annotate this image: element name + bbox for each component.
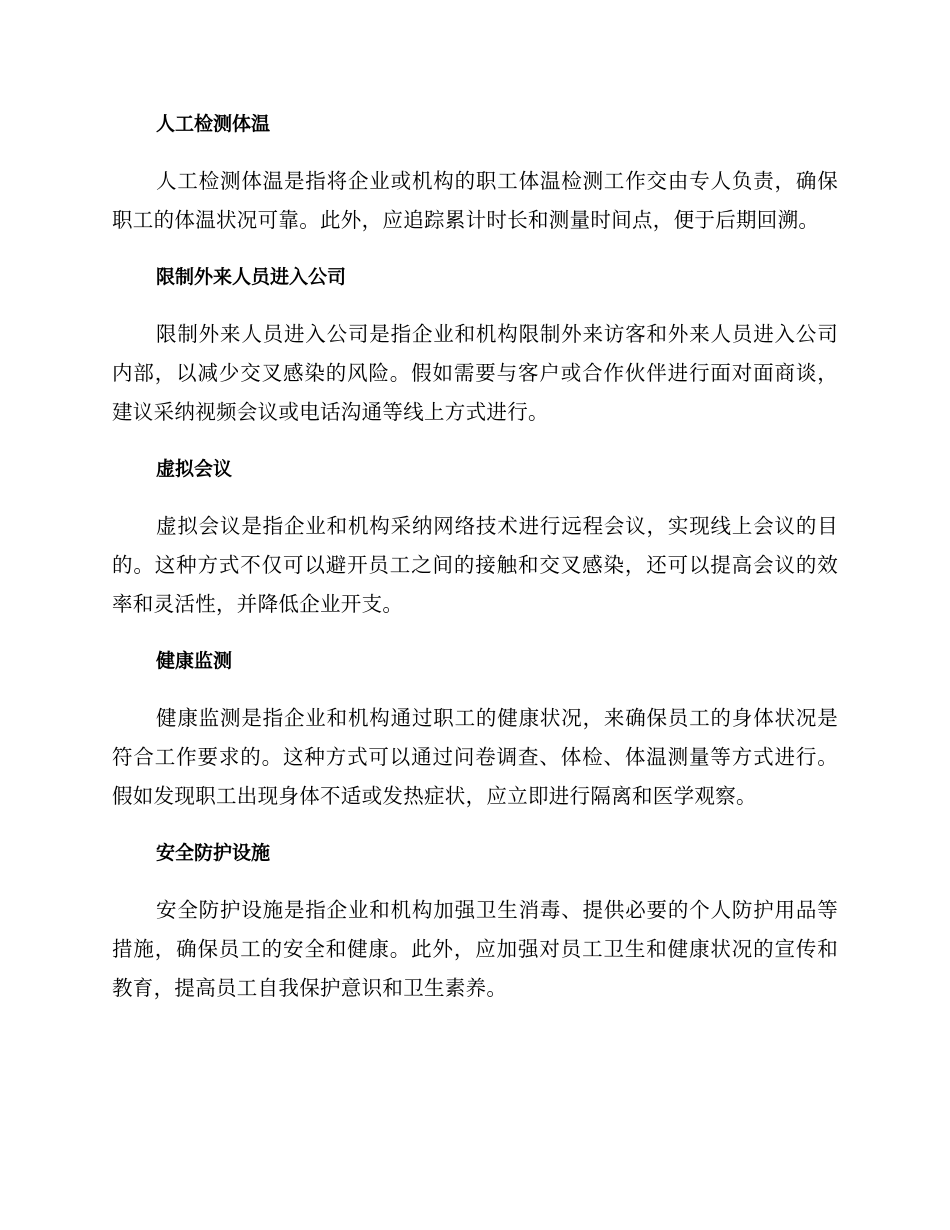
section-health-monitoring xyxy=(112,641,838,816)
section-heading: 健康监测 xyxy=(156,650,233,672)
document-page xyxy=(112,104,838,1025)
section-safety-facilities xyxy=(112,833,838,1008)
section-manual-temperature xyxy=(112,104,838,240)
section-virtual-meetings xyxy=(112,449,838,624)
section-paragraph: 限制外来人员进入公司是指企业和机构限制外来访客和外来人员进入公司内部，以减少交叉感染的风险。假如需要与客户或合作伙伴进行面对面商谈，建议采纳视频会议或电话沟通等线上方式进行。 xyxy=(112,322,838,424)
section-heading: 人工检测体温 xyxy=(156,113,271,135)
section-heading: 限制外来人员进入公司 xyxy=(156,266,347,288)
section-paragraph: 安全防护设施是指企业和机构加强卫生消毒、提供必要的个人防护用品等措施，确保员工的安全和健康。此外，应加强对员工卫生和健康状况的宣传和教育，提高员工自我保护意识和卫生素养。 xyxy=(112,898,838,1000)
section-heading: 安全防护设施 xyxy=(156,842,271,864)
section-paragraph: 人工检测体温是指将企业或机构的职工体温检测工作交由专人负责，确保职工的体温状况可靠。此外，应追踪累计时长和测量时间点，便于后期回溯。 xyxy=(112,169,838,232)
section-restrict-visitors xyxy=(112,257,838,432)
section-paragraph: 虚拟会议是指企业和机构采纳网络技术进行远程会议，实现线上会议的目的。这种方式不仅可以避开员工之间的接触和交叉感染，还可以提高会议的效率和灵活性，并降低企业开支。 xyxy=(112,514,838,616)
section-paragraph: 健康监测是指企业和机构通过职工的健康状况，来确保员工的身体状况是符合工作要求的。这种方式可以通过问卷调查、体检、体温测量等方式进行。假如发现职工出现身体不适或发热症状，应立即进行隔离和医学观察。 xyxy=(112,706,838,808)
section-heading: 虚拟会议 xyxy=(156,458,233,480)
